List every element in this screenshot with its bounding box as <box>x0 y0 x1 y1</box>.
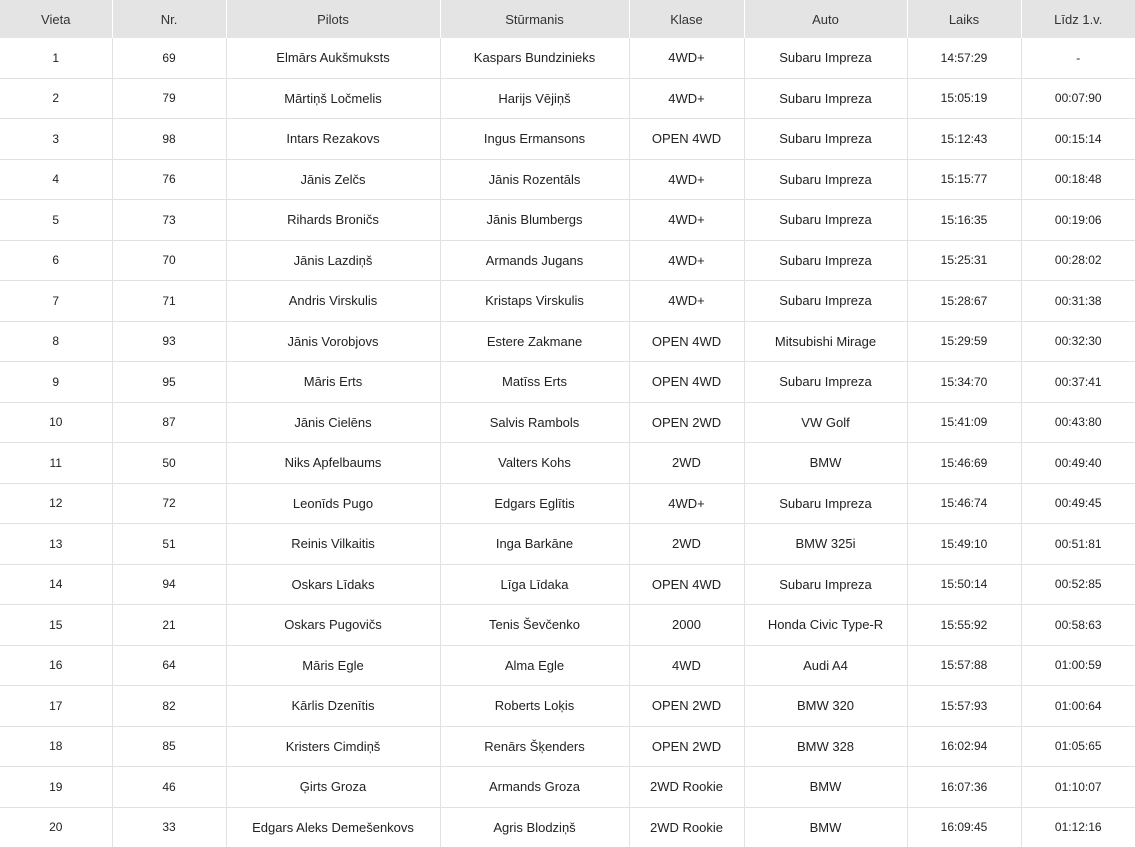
class-cell: 4WD+ <box>629 159 744 200</box>
table-row <box>0 807 1135 847</box>
place-cell: 11 <box>0 443 112 484</box>
gap-cell: - <box>1021 38 1135 78</box>
place-cell: 14 <box>0 564 112 605</box>
table-row <box>0 645 1135 686</box>
gap-cell: 00:07:90 <box>1021 78 1135 119</box>
gap-cell: 00:49:45 <box>1021 483 1135 524</box>
number-cell: 87 <box>112 402 226 443</box>
class-cell: 2WD <box>629 443 744 484</box>
number-cell: 94 <box>112 564 226 605</box>
driver-cell: Intars Rezakovs <box>226 119 440 160</box>
table-row <box>0 362 1135 403</box>
class-cell: 4WD+ <box>629 78 744 119</box>
table-row <box>0 483 1135 524</box>
codriver-cell: Līga Līdaka <box>440 564 629 605</box>
class-cell: 4WD+ <box>629 281 744 322</box>
driver-cell: Niks Apfelbaums <box>226 443 440 484</box>
table-row <box>0 240 1135 281</box>
table-row <box>0 686 1135 727</box>
driver-cell: Jānis Zelčs <box>226 159 440 200</box>
time-cell: 15:16:35 <box>907 200 1021 241</box>
place-cell: 19 <box>0 767 112 808</box>
place-cell: 17 <box>0 686 112 727</box>
place-cell: 5 <box>0 200 112 241</box>
car-cell: BMW 320 <box>744 686 907 727</box>
column-header-class: Klase <box>629 0 744 38</box>
class-cell: OPEN 4WD <box>629 564 744 605</box>
codriver-cell: Salvis Rambols <box>440 402 629 443</box>
table-row <box>0 281 1135 322</box>
time-cell: 15:15:77 <box>907 159 1021 200</box>
car-cell: Subaru Impreza <box>744 564 907 605</box>
class-cell: OPEN 2WD <box>629 726 744 767</box>
time-cell: 15:41:09 <box>907 402 1021 443</box>
class-cell: 4WD+ <box>629 38 744 78</box>
car-cell: Subaru Impreza <box>744 119 907 160</box>
driver-cell: Jānis Lazdiņš <box>226 240 440 281</box>
number-cell: 82 <box>112 686 226 727</box>
number-cell: 50 <box>112 443 226 484</box>
table-row <box>0 524 1135 565</box>
codriver-cell: Harijs Vējiņš <box>440 78 629 119</box>
number-cell: 70 <box>112 240 226 281</box>
class-cell: OPEN 2WD <box>629 402 744 443</box>
place-cell: 9 <box>0 362 112 403</box>
place-cell: 15 <box>0 605 112 646</box>
gap-cell: 00:31:38 <box>1021 281 1135 322</box>
table-row <box>0 38 1135 78</box>
driver-cell: Oskars Pugovičs <box>226 605 440 646</box>
car-cell: BMW 325i <box>744 524 907 565</box>
gap-cell: 00:43:80 <box>1021 402 1135 443</box>
codriver-cell: Edgars Eglītis <box>440 483 629 524</box>
driver-cell: Rihards Broničs <box>226 200 440 241</box>
time-cell: 15:34:70 <box>907 362 1021 403</box>
header-row <box>0 0 1135 38</box>
codriver-cell: Matīss Erts <box>440 362 629 403</box>
column-header-time: Laiks <box>907 0 1021 38</box>
gap-cell: 01:00:64 <box>1021 686 1135 727</box>
gap-cell: 00:32:30 <box>1021 321 1135 362</box>
number-cell: 85 <box>112 726 226 767</box>
table-row <box>0 200 1135 241</box>
codriver-cell: Armands Jugans <box>440 240 629 281</box>
table-row <box>0 767 1135 808</box>
table-row <box>0 159 1135 200</box>
number-cell: 73 <box>112 200 226 241</box>
codriver-cell: Agris Blodziņš <box>440 807 629 847</box>
number-cell: 33 <box>112 807 226 847</box>
number-cell: 51 <box>112 524 226 565</box>
codriver-cell: Jānis Blumbergs <box>440 200 629 241</box>
class-cell: 2000 <box>629 605 744 646</box>
car-cell: Subaru Impreza <box>744 78 907 119</box>
car-cell: Audi A4 <box>744 645 907 686</box>
table-row <box>0 402 1135 443</box>
gap-cell: 01:10:07 <box>1021 767 1135 808</box>
car-cell: BMW <box>744 443 907 484</box>
driver-cell: Reinis Vilkaitis <box>226 524 440 565</box>
class-cell: OPEN 4WD <box>629 119 744 160</box>
time-cell: 15:29:59 <box>907 321 1021 362</box>
number-cell: 72 <box>112 483 226 524</box>
table-row <box>0 726 1135 767</box>
table-row <box>0 605 1135 646</box>
time-cell: 15:46:74 <box>907 483 1021 524</box>
car-cell: Subaru Impreza <box>744 240 907 281</box>
car-cell: Subaru Impreza <box>744 200 907 241</box>
number-cell: 98 <box>112 119 226 160</box>
car-cell: Subaru Impreza <box>744 281 907 322</box>
number-cell: 79 <box>112 78 226 119</box>
time-cell: 15:25:31 <box>907 240 1021 281</box>
table-row <box>0 119 1135 160</box>
codriver-cell: Kristaps Virskulis <box>440 281 629 322</box>
table-body <box>0 38 1135 847</box>
column-header-driver: Pilots <box>226 0 440 38</box>
car-cell: BMW <box>744 807 907 847</box>
place-cell: 8 <box>0 321 112 362</box>
place-cell: 12 <box>0 483 112 524</box>
driver-cell: Jānis Vorobjovs <box>226 321 440 362</box>
number-cell: 69 <box>112 38 226 78</box>
number-cell: 46 <box>112 767 226 808</box>
gap-cell: 00:49:40 <box>1021 443 1135 484</box>
place-cell: 13 <box>0 524 112 565</box>
driver-cell: Māris Egle <box>226 645 440 686</box>
time-cell: 16:07:36 <box>907 767 1021 808</box>
driver-cell: Jānis Cielēns <box>226 402 440 443</box>
number-cell: 21 <box>112 605 226 646</box>
place-cell: 20 <box>0 807 112 847</box>
codriver-cell: Ingus Ermansons <box>440 119 629 160</box>
class-cell: OPEN 2WD <box>629 686 744 727</box>
class-cell: 2WD Rookie <box>629 767 744 808</box>
table-row <box>0 78 1135 119</box>
gap-cell: 00:37:41 <box>1021 362 1135 403</box>
codriver-cell: Tenis Ševčenko <box>440 605 629 646</box>
gap-cell: 01:12:16 <box>1054 820 1102 835</box>
driver-cell: Ģirts Groza <box>226 767 440 808</box>
gap-cell: 00:52:85 <box>1021 564 1135 605</box>
time-cell: 15:12:43 <box>907 119 1021 160</box>
number-cell: 76 <box>112 159 226 200</box>
column-header-gap: Līdz 1.v. <box>1021 0 1135 38</box>
place-cell: 7 <box>0 281 112 322</box>
gap-cell: 00:58:63 <box>1021 605 1135 646</box>
class-cell: 2WD <box>629 524 744 565</box>
gap-cell: 00:18:48 <box>1021 159 1135 200</box>
gap-cell: 01:05:65 <box>1021 726 1135 767</box>
driver-cell: Māris Erts <box>226 362 440 403</box>
place-cell: 16 <box>0 645 112 686</box>
codriver-cell: Roberts Loķis <box>440 686 629 727</box>
driver-cell: Oskars Līdaks <box>226 564 440 605</box>
car-cell: Subaru Impreza <box>744 38 907 78</box>
time-cell: 15:05:19 <box>907 78 1021 119</box>
number-cell: 95 <box>112 362 226 403</box>
codriver-cell: Jānis Rozentāls <box>440 159 629 200</box>
codriver-cell: Valters Kohs <box>440 443 629 484</box>
time-cell: 15:57:93 <box>907 686 1021 727</box>
place-cell: 4 <box>0 159 112 200</box>
driver-cell: Edgars Aleks Demešenkovs <box>226 807 440 847</box>
driver-cell: Kārlis Dzenītis <box>226 686 440 727</box>
time-cell: 16:09:45 <box>907 807 1021 847</box>
place-cell: 10 <box>0 402 112 443</box>
driver-cell: Kristers Cimdiņš <box>226 726 440 767</box>
time-cell: 16:02:94 <box>907 726 1021 767</box>
codriver-cell: Estere Zakmane <box>440 321 629 362</box>
car-cell: Honda Civic Type-R <box>744 605 907 646</box>
driver-cell: Mārtiņš Ločmelis <box>226 78 440 119</box>
gap-cell: 01:00:59 <box>1021 645 1135 686</box>
car-cell: BMW <box>744 767 907 808</box>
time-cell: 15:49:10 <box>907 524 1021 565</box>
time-cell: 15:46:69 <box>907 443 1021 484</box>
car-cell: VW Golf <box>744 402 907 443</box>
gap-cell: 00:51:81 <box>1021 524 1135 565</box>
time-cell: 15:50:14 <box>907 564 1021 605</box>
time-cell: 15:28:67 <box>907 281 1021 322</box>
car-cell: Subaru Impreza <box>744 362 907 403</box>
gap-cell: 00:19:06 <box>1021 200 1135 241</box>
time-cell: 14:57:29 <box>907 38 1021 78</box>
column-header-number: Nr. <box>112 0 226 38</box>
gap-cell: 00:28:02 <box>1021 240 1135 281</box>
car-cell: Subaru Impreza <box>744 483 907 524</box>
place-cell: 3 <box>0 119 112 160</box>
time-cell: 15:57:88 <box>907 645 1021 686</box>
class-cell: 4WD+ <box>629 240 744 281</box>
codriver-cell: Renārs Šķenders <box>440 726 629 767</box>
driver-cell: Andris Virskulis <box>226 281 440 322</box>
driver-cell: Elmārs Aukšmuksts <box>226 38 440 78</box>
codriver-cell: Armands Groza <box>440 767 629 808</box>
column-header-car: Auto <box>744 0 907 38</box>
codriver-cell: Inga Barkāne <box>440 524 629 565</box>
column-header-codriver: Stūrmanis <box>440 0 629 38</box>
car-cell: BMW 328 <box>744 726 907 767</box>
place-cell: 1 <box>0 38 112 78</box>
car-cell: Subaru Impreza <box>744 159 907 200</box>
table-row <box>0 321 1135 362</box>
table-row <box>0 443 1135 484</box>
table-row <box>0 564 1135 605</box>
class-cell: OPEN 4WD <box>629 321 744 362</box>
place-cell: 2 <box>0 78 112 119</box>
number-cell: 64 <box>112 645 226 686</box>
class-cell: 4WD+ <box>629 483 744 524</box>
codriver-cell: Alma Egle <box>440 645 629 686</box>
gap-cell: 00:15:14 <box>1021 119 1135 160</box>
class-cell: OPEN 4WD <box>629 362 744 403</box>
place-cell: 18 <box>0 726 112 767</box>
class-cell: 2WD Rookie <box>629 807 744 847</box>
class-cell: 4WD <box>629 645 744 686</box>
place-cell: 6 <box>0 240 112 281</box>
codriver-cell: Kaspars Bundzinieks <box>440 38 629 78</box>
driver-cell: Leonīds Pugo <box>226 483 440 524</box>
car-cell: Mitsubishi Mirage <box>744 321 907 362</box>
number-cell: 71 <box>112 281 226 322</box>
class-cell: 4WD+ <box>629 200 744 241</box>
column-header-place: Vieta <box>0 0 112 38</box>
number-cell: 93 <box>112 321 226 362</box>
time-cell: 15:55:92 <box>907 605 1021 646</box>
